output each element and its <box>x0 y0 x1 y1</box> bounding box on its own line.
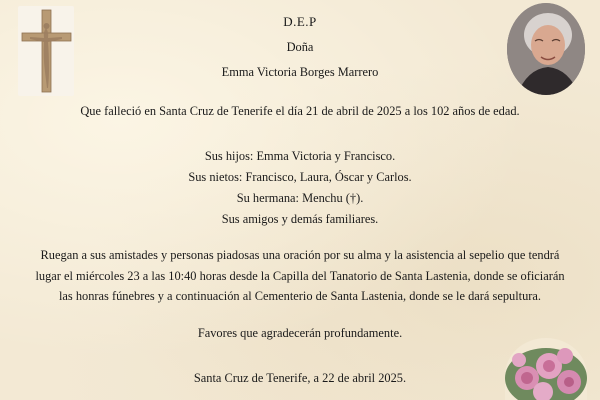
death-notice: Que falleció en Santa Cruz de Tenerife el día 21 de abril de 2025 a los 102 años de edad. <box>80 104 520 118</box>
thanks-line: Favores que agradecerán profundamente. <box>197 326 403 340</box>
invitation-line: las honras fúnebres y a continuación al Cementerio de Santa Lastenia, donde se le dará sepultura. <box>58 289 542 303</box>
family-sister: Su hermana: Menchu (†). <box>236 191 364 205</box>
invitation-line: Ruegan a sus amistades y personas piadosas una oración por su alma y la asistencia al sepelio que tendrá <box>40 248 560 262</box>
family-children: Sus hijos: Emma Victoria y Francisco. <box>204 149 396 163</box>
invitation-paragraph <box>22 245 578 307</box>
title-dep: D.E.P <box>283 14 317 29</box>
family-grandchildren: Sus nietos: Francisco, Laura, Óscar y Carlos. <box>188 170 412 184</box>
invitation-line: lugar el miércoles 23 a las 10:40 horas desde la Capilla del Tanatorio de Santa Lastenia, donde se oficiarán <box>35 268 565 283</box>
family-others: Sus amigos y demás familiares. <box>221 212 379 226</box>
roses-image <box>505 338 587 400</box>
deceased-name: Emma Victoria Borges Marrero <box>221 65 379 79</box>
rose-icon <box>505 338 587 400</box>
honorific: Doña <box>286 40 314 54</box>
signoff-line: Santa Cruz de Tenerife, a 22 de abril 2025. <box>193 371 407 385</box>
